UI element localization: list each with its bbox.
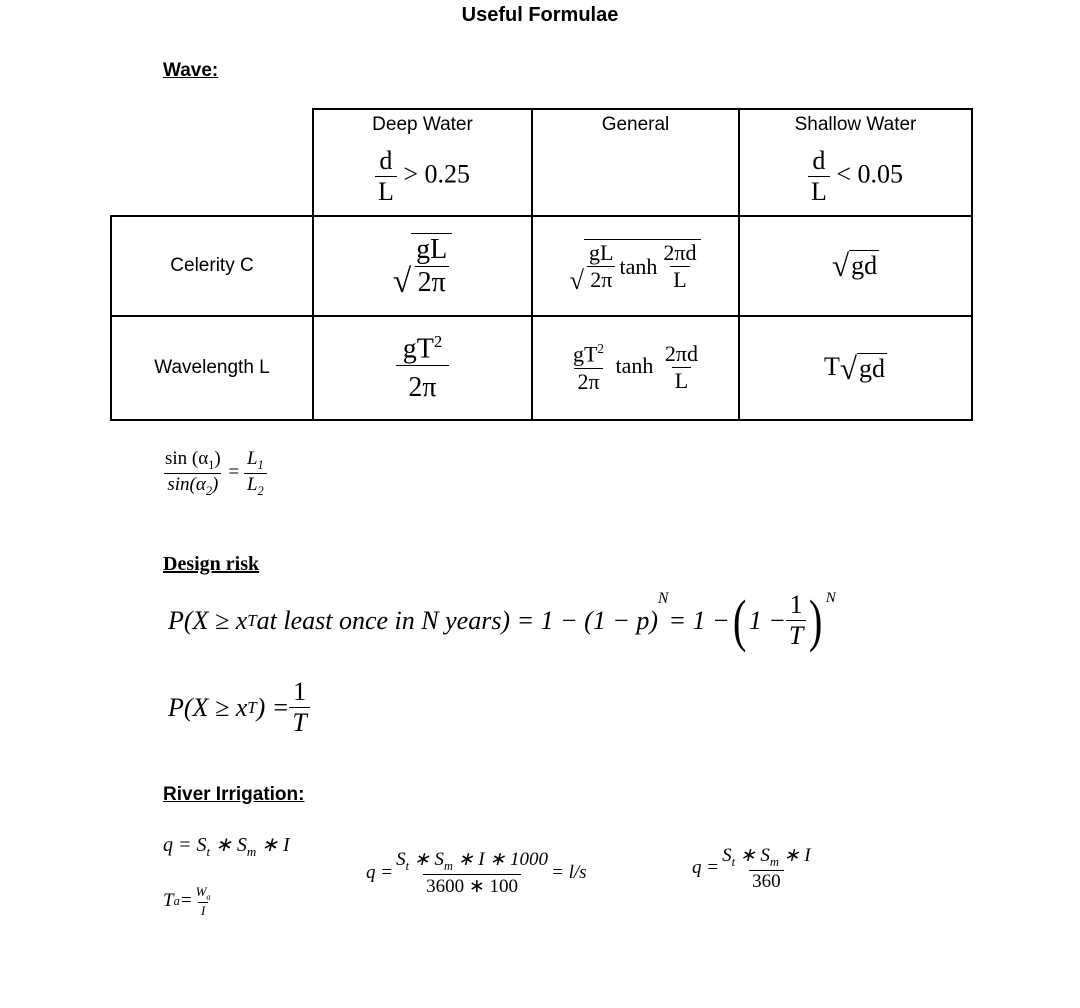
wavelength-general: $\frac{gT^2}{2\pi}$ tanh $\frac{2\pi d}{L}$ bbox=[532, 316, 739, 420]
deep-condition: $\frac{d}{L}$ > 0.25 bbox=[314, 146, 531, 207]
header-general: General bbox=[532, 109, 739, 216]
header-shallow-water: Shallow Water $\frac{d}{L}$ < 0.05 bbox=[739, 109, 972, 216]
celerity-general: √ $\frac{gL}{2\pi}$ tanh $\frac{2\pi d}{L}$ bbox=[532, 216, 739, 316]
page-title: Useful Formulae bbox=[461, 4, 619, 26]
row-label-wavelength: Wavelength L bbox=[111, 316, 313, 420]
section-design-risk: Design risk bbox=[163, 553, 260, 575]
section-wave: Wave: bbox=[163, 60, 219, 81]
river-formula-q3: q = $\frac{S_t ∗ S_m ∗ I}{360}$ bbox=[692, 845, 811, 892]
celerity-shallow: √ gd bbox=[739, 216, 972, 316]
river-formula-q2: q = $\frac{S_t ∗ S_m ∗ I ∗ 1000}{3600 ∗ 100}$ = l/s bbox=[366, 849, 587, 897]
section-river-irrigation: River Irrigation: bbox=[163, 784, 305, 805]
header-deep-water: Deep Water $\frac{d}{L}$ > 0.25 bbox=[313, 109, 532, 216]
river-formula-q1: $q = S_t$ ∗ $S_m$ ∗ I bbox=[163, 834, 290, 859]
risk-formula-1: P(X ≥ x T at least once in N years) = 1 − (1 − p) $^N$ = 1 − ( 1 − $\frac{1}{T}$ ) $^N$ bbox=[168, 587, 836, 653]
wavelength-shallow: T √ gd bbox=[739, 316, 972, 420]
celerity-deep: √ $\frac{gL}{2\pi}$ bbox=[313, 216, 532, 316]
shallow-condition: $\frac{d}{L}$ < 0.05 bbox=[740, 146, 971, 207]
table-corner bbox=[111, 109, 313, 216]
risk-formula-2: P(X ≥ x T ) = $\frac{1}{T}$ bbox=[168, 677, 310, 738]
snell-formula: $\frac{\sin (\alpha_1)}{\sin(\alpha_2)}$ = $\frac{L_1}{L_2}$ bbox=[162, 448, 267, 499]
wavelength-deep: $\frac{gT^2}{2\pi}$ bbox=[313, 316, 532, 420]
row-label-celerity: Celerity C bbox=[111, 216, 313, 316]
wave-table bbox=[110, 108, 973, 421]
river-formula-ta: T a = $\frac{W_a}{I}$ bbox=[163, 884, 211, 918]
